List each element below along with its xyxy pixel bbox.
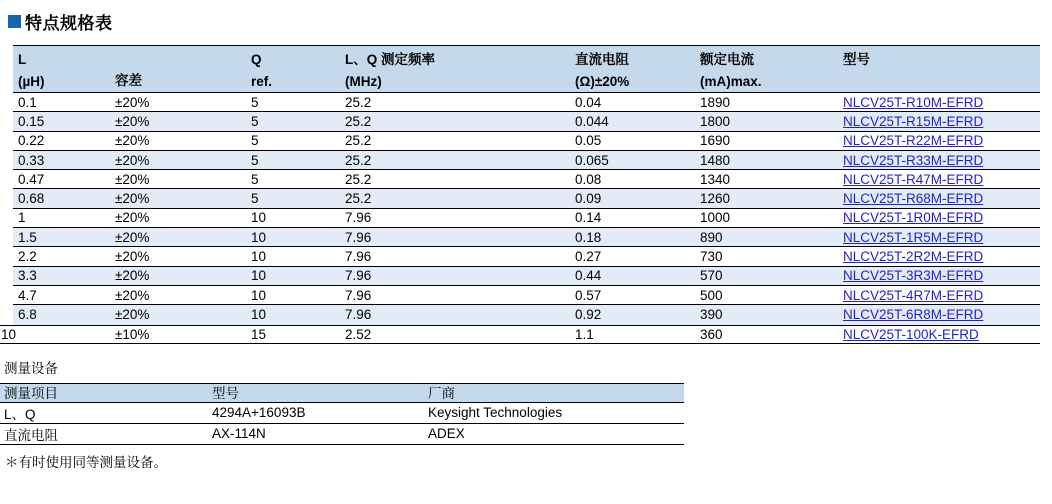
part-number-link[interactable]: NLCV25T-R33M-EFRD: [843, 152, 984, 168]
column-header-line1: 额定电流: [700, 52, 754, 67]
column-header-line1: Q: [251, 52, 262, 67]
dc-resistance-cell: 0.04: [575, 94, 602, 110]
footnote: ＊有时使用同等测量设备。: [5, 454, 167, 470]
q-ref-cell: 5: [251, 191, 259, 207]
test-frequency-cell: 7.96: [345, 307, 372, 323]
dc-resistance-cell: 0.08: [575, 171, 602, 187]
vendor-cell: ADEX: [428, 426, 465, 442]
tolerance-cell: ±20%: [115, 229, 150, 245]
rated-current-cell: 1800: [700, 113, 731, 129]
l-value-cell: 3.3: [18, 268, 37, 284]
dc-resistance-cell: 1.1: [575, 326, 594, 342]
rated-current-cell: 570: [700, 268, 723, 284]
dc-resistance-cell: 0.044: [575, 113, 609, 129]
part-number-link[interactable]: NLCV25T-R15M-EFRD: [843, 113, 984, 129]
test-frequency-cell: 25.2: [345, 171, 372, 187]
spec-table: [1, 45, 1040, 344]
part-number-link[interactable]: NLCV25T-3R3M-EFRD: [843, 268, 984, 284]
part-number-link[interactable]: NLCV25T-R22M-EFRD: [843, 133, 984, 149]
rated-current-cell: 1480: [700, 152, 731, 168]
tolerance-cell: ±20%: [115, 210, 150, 226]
column-header-line2: [843, 71, 1040, 92]
l-value-cell: 0.15: [18, 113, 45, 129]
rated-current-cell: 1340: [700, 171, 731, 187]
l-value-cell: 0.68: [18, 191, 45, 207]
column-header-line2: (MHz): [345, 74, 382, 89]
dc-resistance-cell: 0.065: [575, 152, 609, 168]
part-number-cell: [843, 210, 1040, 225]
test-frequency-cell: 25.2: [345, 133, 372, 149]
part-number-cell: [843, 114, 1040, 129]
test-frequency-cell: 25.2: [345, 152, 372, 168]
part-number-cell: [843, 249, 1040, 264]
l-value-cell: 4.7: [18, 287, 37, 303]
column-header-2: [115, 46, 251, 92]
tolerance-cell: ±20%: [115, 94, 150, 110]
q-ref-cell: 5: [251, 94, 259, 110]
test-frequency-cell: 7.96: [345, 210, 372, 226]
vendor-cell: Keysight Technologies: [428, 405, 563, 421]
spec-row: [13, 112, 1040, 131]
page-title: 特点规格表: [25, 13, 113, 33]
dc-resistance-cell: 0.18: [575, 229, 602, 245]
l-value-cell: 10: [1, 326, 17, 342]
l-value-cell: 1: [18, 210, 26, 226]
column-header-5: [575, 46, 700, 92]
spec-row: [13, 267, 1040, 286]
part-number-cell: [843, 172, 1040, 187]
q-ref-cell: 5: [251, 133, 259, 149]
tolerance-cell: ±10%: [115, 326, 150, 342]
test-frequency-cell: 7.96: [345, 249, 372, 265]
l-value-cell: 1.5: [18, 229, 37, 245]
spec-row: [13, 189, 1040, 208]
q-ref-cell: 5: [251, 171, 259, 187]
tolerance-cell: ±20%: [115, 191, 150, 207]
dc-resistance-cell: 0.92: [575, 307, 602, 323]
q-ref-cell: 5: [251, 152, 259, 168]
column-header-line1: L、Q 测定频率: [345, 52, 435, 67]
part-number-link[interactable]: NLCV25T-4R7M-EFRD: [843, 287, 984, 303]
tolerance-cell: ±20%: [115, 152, 150, 168]
part-number-link[interactable]: NLCV25T-1R0M-EFRD: [843, 210, 984, 226]
rated-current-cell: 500: [700, 287, 723, 303]
rated-current-cell: 1260: [700, 191, 731, 207]
part-number-link[interactable]: NLCV25T-R10M-EFRD: [843, 94, 984, 110]
equipment-model-cell: 4294A+16093B: [212, 405, 306, 421]
equipment-column-header-2: 型号: [212, 385, 239, 401]
part-number-cell: [843, 327, 1040, 342]
spec-row: [13, 305, 1040, 324]
q-ref-cell: 10: [251, 268, 267, 284]
spec-row: [13, 286, 1040, 305]
l-value-cell: 6.8: [18, 307, 37, 323]
dc-resistance-cell: 0.27: [575, 249, 602, 265]
spec-row: [13, 170, 1040, 189]
q-ref-cell: 15: [251, 326, 267, 342]
test-frequency-cell: 25.2: [345, 191, 372, 207]
rated-current-cell: 360: [700, 326, 723, 342]
rated-current-cell: 390: [700, 307, 723, 323]
part-number-link[interactable]: NLCV25T-2R2M-EFRD: [843, 249, 984, 265]
column-header-line2: (µH): [18, 74, 45, 89]
equipment-table-rows: [0, 403, 684, 445]
measurement-item-cell: 直流电阻: [4, 427, 58, 443]
part-number-link[interactable]: NLCV25T-6R8M-EFRD: [843, 307, 984, 323]
part-number-cell: [843, 307, 1040, 322]
spec-row: [13, 132, 1040, 151]
q-ref-cell: 10: [251, 249, 267, 265]
column-header-3: [251, 46, 345, 92]
spec-row: [0, 325, 1040, 344]
equipment-table: [0, 383, 684, 445]
column-header-1: [13, 46, 115, 92]
q-ref-cell: 10: [251, 307, 267, 323]
dc-resistance-cell: 0.09: [575, 191, 602, 207]
part-number-cell: [843, 288, 1040, 303]
measurement-item-cell: L、Q: [4, 406, 36, 422]
column-header-line1: 型号: [843, 52, 870, 67]
tolerance-cell: ±20%: [115, 287, 150, 303]
column-header-line2: (Ω)±20%: [575, 74, 630, 89]
q-ref-cell: 10: [251, 210, 267, 226]
column-header-7: [843, 46, 1040, 92]
dc-resistance-cell: 0.05: [575, 133, 602, 149]
rated-current-cell: 1890: [700, 94, 731, 110]
equipment-model-cell: AX-114N: [212, 426, 266, 442]
spec-row: [13, 247, 1040, 266]
column-header-6: [700, 46, 843, 92]
rated-current-cell: 890: [700, 229, 723, 245]
part-number-cell: [843, 230, 1040, 245]
column-header-line2: 容差: [115, 73, 142, 88]
part-number-cell: [843, 133, 1040, 148]
column-header-4: [345, 46, 575, 92]
part-number-link[interactable]: NLCV25T-100K-EFRD: [843, 326, 979, 342]
q-ref-cell: 10: [251, 229, 267, 245]
tolerance-cell: ±20%: [115, 171, 150, 187]
equipment-column-header-3: 厂商: [428, 385, 455, 401]
dc-resistance-cell: 0.14: [575, 210, 602, 226]
tolerance-cell: ±20%: [115, 113, 150, 129]
part-number-cell: [843, 95, 1040, 110]
rated-current-cell: 730: [700, 249, 723, 265]
part-number-cell: [843, 268, 1040, 283]
column-header-line1: L: [18, 52, 27, 67]
section-title: [8, 11, 1052, 31]
equipment-column-header-1: 测量项目: [4, 385, 58, 401]
column-header-line2: (mA)max.: [700, 74, 762, 89]
spec-row: [13, 151, 1040, 170]
l-value-cell: 0.22: [18, 133, 45, 149]
tolerance-cell: ±20%: [115, 249, 150, 265]
spec-row: [13, 209, 1040, 228]
equipment-table-header: [0, 383, 684, 403]
part-number-cell: [843, 153, 1040, 168]
column-header-line1: 直流电阻: [575, 52, 629, 67]
test-frequency-cell: 7.96: [345, 287, 372, 303]
l-value-cell: 0.47: [18, 171, 45, 187]
equipment-row: [0, 403, 684, 424]
test-frequency-cell: 7.96: [345, 268, 372, 284]
spec-table-rows: [1, 93, 1040, 344]
spec-row: [13, 228, 1040, 247]
q-ref-cell: 10: [251, 287, 267, 303]
rated-current-cell: 1000: [700, 210, 731, 226]
column-header-line2: ref.: [251, 74, 273, 89]
test-frequency-cell: 25.2: [345, 94, 372, 110]
equipment-section-title: 测量设备: [4, 360, 58, 376]
l-value-cell: 2.2: [18, 249, 37, 265]
q-ref-cell: 5: [251, 113, 259, 129]
test-frequency-cell: 7.96: [345, 229, 372, 245]
spec-row: [13, 93, 1040, 112]
part-number-link[interactable]: NLCV25T-R47M-EFRD: [843, 171, 984, 187]
test-frequency-cell: 2.52: [345, 326, 372, 342]
l-value-cell: 0.1: [18, 94, 37, 110]
l-value-cell: 0.33: [18, 152, 45, 168]
dc-resistance-cell: 0.57: [575, 287, 602, 303]
equipment-row: [0, 424, 684, 445]
dc-resistance-cell: 0.44: [575, 268, 602, 284]
tolerance-cell: ±20%: [115, 268, 150, 284]
tolerance-cell: ±20%: [115, 307, 150, 323]
part-number-cell: [843, 191, 1040, 206]
rated-current-cell: 1690: [700, 133, 731, 149]
tolerance-cell: ±20%: [115, 133, 150, 149]
column-header-line1: [115, 49, 251, 70]
test-frequency-cell: 25.2: [345, 113, 372, 129]
section-marker-icon: [8, 15, 21, 28]
part-number-link[interactable]: NLCV25T-1R5M-EFRD: [843, 229, 984, 245]
part-number-link[interactable]: NLCV25T-R68M-EFRD: [843, 191, 984, 207]
spec-table-header: [13, 45, 1040, 93]
